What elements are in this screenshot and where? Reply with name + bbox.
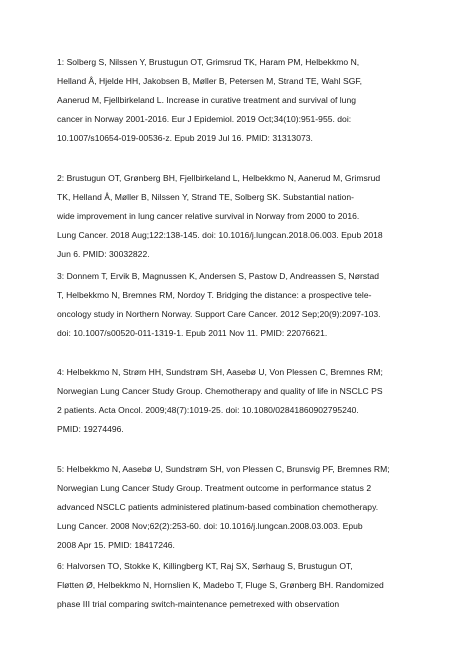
reference-4-line-3: 2 patients. Acta Oncol. 2009;48(7):1019-25. doi: 10.1080/02841860902795240. xyxy=(57,405,359,416)
reference-4-line-2: Norwegian Lung Cancer Study Group. Chemotherapy and quality of life in NSCLC PS xyxy=(57,386,383,397)
reference-1 xyxy=(57,53,429,148)
reference-5-line-1: 5: Helbekkmo N, Aasebø U, Sundstrøm SH, von Plessen C, Brunsvig PF, Bremnes RM; xyxy=(57,464,390,474)
reference-5-line-4: Lung Cancer. 2008 Nov;62(2):253-60. doi: 10.1016/j.lungcan.2008.03.003. Epub xyxy=(57,521,363,532)
reference-6 xyxy=(57,557,429,614)
reference-2-line-1: 2: Brustugun OT, Grønberg BH, Fjellbirkeland L, Helbekkmo N, Aanerud M, Grimsrud xyxy=(57,173,381,183)
reference-5 xyxy=(57,460,429,555)
reference-6-line-3: phase III trial comparing switch-maintenance pemetrexed with observation xyxy=(57,599,340,610)
reference-3 xyxy=(57,267,429,343)
reference-4 xyxy=(57,363,429,439)
reference-1-line-2: Helland Å, Hjelde HH, Jakobsen B, Møller B, Petersen M, Strand TE, Wahl SGF, xyxy=(57,76,363,87)
reference-5-line-2: Norwegian Lung Cancer Study Group. Treatment outcome in performance status 2 xyxy=(57,483,372,494)
reference-2-line-3: wide improvement in lung cancer relative survival in Norway from 2000 to 2016. xyxy=(57,211,360,222)
reference-2-line-4: Lung Cancer. 2018 Aug;122:138-145. doi: 10.1016/j.lungcan.2018.06.003. Epub 2018 xyxy=(57,230,383,241)
reference-3-line-1: 3: Donnem T, Ervik B, Magnussen K, Andersen S, Pastow D, Andreassen S, Nørstad xyxy=(57,271,380,281)
reference-4-line-4: PMID: 19274496. xyxy=(57,424,124,435)
reference-3-line-2: T, Helbekkmo N, Bremnes RM, Nordoy T. Bridging the distance: a prospective tele- xyxy=(57,290,372,301)
reference-1-line-3: Aanerud M, Fjellbirkeland L. Increase in curative treatment and survival of lung xyxy=(57,95,356,106)
reference-5-line-5: 2008 Apr 15. PMID: 18417246. xyxy=(57,540,175,551)
reference-1-line-5: 10.1007/s10654-019-00536-z. Epub 2019 Jul 16. PMID: 31313073. xyxy=(57,133,313,144)
reference-2 xyxy=(57,169,429,264)
reference-4-line-1: 4: Helbekkmo N, Strøm HH, Sundstrøm SH, Aasebø U, Von Plessen C, Bremnes RM; xyxy=(57,367,383,377)
reference-2-line-5: Jun 6. PMID: 30032822. xyxy=(57,249,150,260)
reference-1-line-1: 1: Solberg S, Nilssen Y, Brustugun OT, Grimsrud TK, Haram PM, Helbekkmo N, xyxy=(57,57,360,67)
reference-3-line-4: doi: 10.1007/s00520-011-1319-1. Epub 2011 Nov 11. PMID: 22076621. xyxy=(57,328,328,339)
reference-5-line-3: advanced NSCLC patients administered platinum-based combination chemotherapy. xyxy=(57,502,379,513)
reference-6-line-2: Fløtten Ø, Helbekkmo N, Hornslien K, Madebo T, Fluge S, Grønberg BH. Randomized xyxy=(57,580,384,591)
reference-6-line-1: 6: Halvorsen TO, Stokke K, Killingberg KT, Raj SX, Sørhaug S, Brustugun OT, xyxy=(57,561,353,571)
reference-3-line-3: oncology study in Northern Norway. Support Care Cancer. 2012 Sep;20(9):2097-103. xyxy=(57,309,381,320)
reference-2-line-2: TK, Helland Å, Møller B, Nilssen Y, Strand TE, Solberg SK. Substantial nation- xyxy=(57,192,355,203)
reference-1-line-4: cancer in Norway 2001-2016. Eur J Epidemiol. 2019 Oct;34(10):951-955. doi: xyxy=(57,114,352,125)
